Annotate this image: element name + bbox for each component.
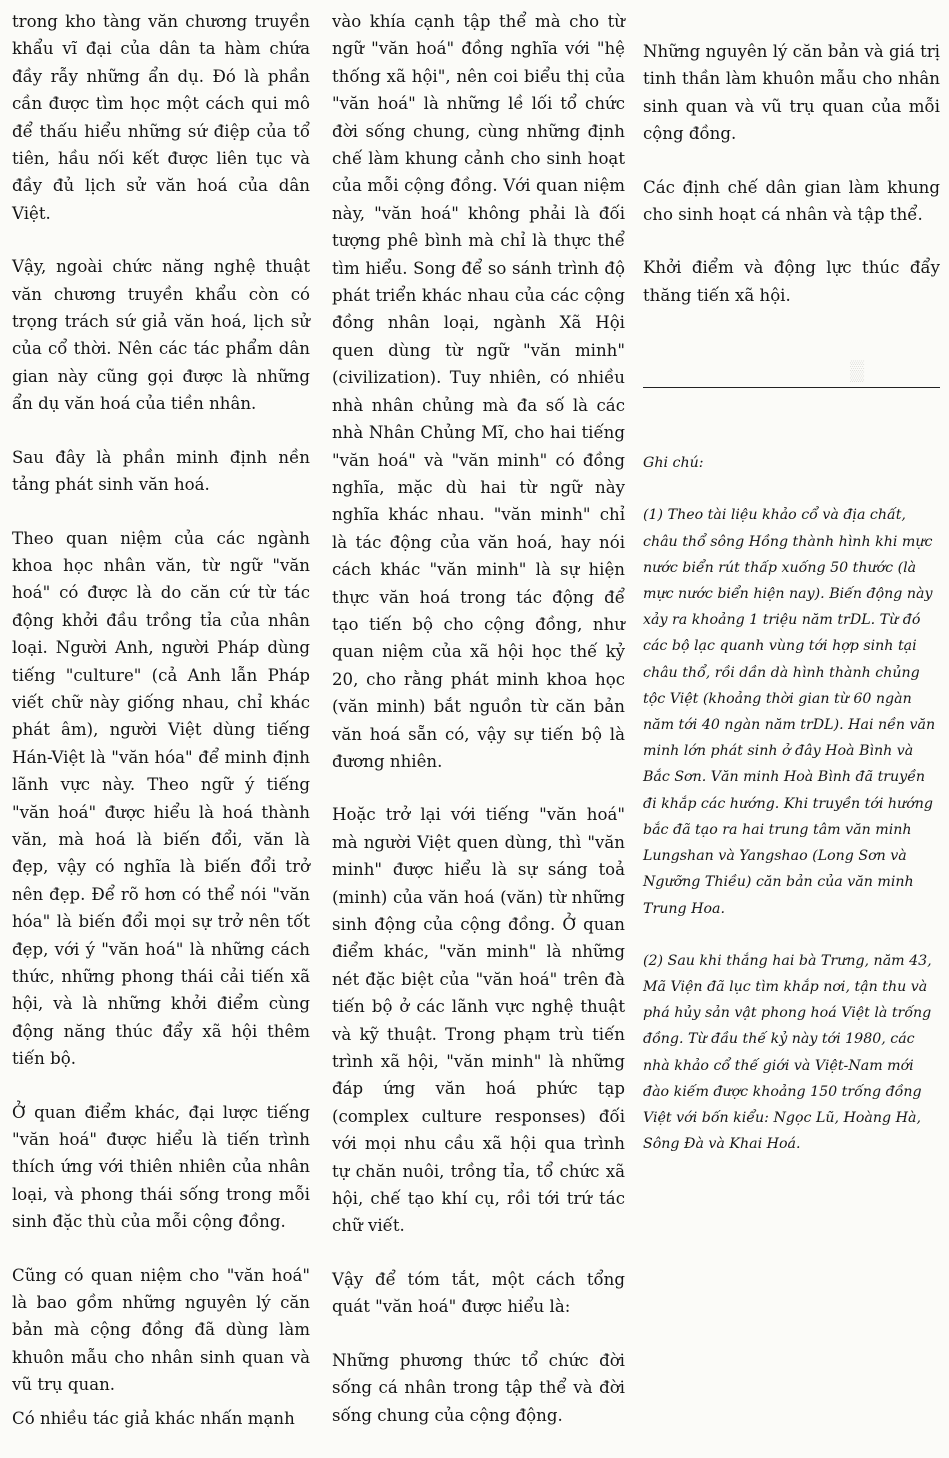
bleed-through-text: ▒: [850, 360, 866, 382]
paragraph: Những phương thức tổ chức đời sống cá nhân trong tập thể và đời sống chung của cộng động.: [332, 1350, 625, 1425]
paragraph: Có nhiều tác giả khác nhấn mạnh: [12, 1408, 295, 1428]
paragraph: Cũng có quan niệm cho "văn hoá" là bao gồm những nguyên lý căn bản mà cộng đồng đã dùng làm khuôn mẫu cho nhân sinh quan và vũ trụ quan.: [12, 1265, 310, 1395]
paragraph: Sau đây là phần minh định nền tảng phát sinh văn hoá.: [12, 447, 310, 495]
footnotes-heading: Ghi chú:: [643, 455, 704, 472]
footnote-item: (1) Theo tài liệu khảo cổ và địa chất, châu thổ sông Hồng thành hình khi mực nước biển rút thấp xuống 50 thước (là mực nước biển hiện nay). Biến động này xảy ra khoảng 1 triệu năm trDL. Từ đó các bộ lạc quanh vùng tới hợp sinh tại châu thổ, rồi dần dà hình thành chủng tộc Việt (khoảng thời gian từ 60 ngàn năm tới 40 ngàn năm trDL). Hai nền văn minh lớn phát sinh ở đây Hoà Bình và Bắc Sơn. Văn minh Hoà Bình đã truyền đi khắp các hướng. Khi truyền tới hướng bắc đã tạo ra hai trung tâm văn minh Lungshan và Yangshao (Long Sơn và Ngưỡng Thiều) căn bản của văn minh Trung Hoa.: [643, 507, 936, 917]
footnote-divider: [643, 387, 940, 388]
footnotes: [643, 450, 940, 1157]
text-column-1: [12, 8, 310, 1458]
paragraph: trong kho tàng văn chương truyền khẩu vĩ đại của dân ta hàm chứa đầy rẫy những ẩn dụ. Đó là phần cần được tìm học một cách qui mô để thấu hiểu những sứ điệp của tổ tiên, hầu nối kết được liên tục và đầy đủ lịch sử văn hoá của dân Việt.: [12, 12, 310, 223]
paragraph: Theo quan niệm của các ngành khoa học nhân văn, từ ngữ "văn hoá" có được là do căn cứ từ tác động khởi đầu trồng tỉa của nhân loại. Người Anh, người Pháp dùng tiếng "culture" (cả Anh lẫn Pháp viết chữ này giống nhau, chỉ khác phát âm), người Việt dùng tiếng Hán-Việt là "văn hóa" để minh định lãnh vực này. Theo ngữ ý tiếng "văn hoá" được hiểu là hoá thành văn, mà hoá là biến đổi, văn là đẹp, vậy có nghĩa là biến đổi trở nên đẹp. Để rõ hơn có thể nói "văn hóa" là biến đổi mọi sự trở nên tốt đẹp, với ý "văn hoá" là những cách thức, những phong thái cải tiến xã hội, và là những khởi điểm cùng động năng thúc đẩy xã hội thêm tiến bộ.: [12, 528, 310, 1069]
paragraph: Vậy, ngoài chức năng nghệ thuật văn chương truyền khẩu còn có trọng trách sứ giả văn hoá, lịch sử của cổ thời. Nên các tác phẩm dân gian này cũng gọi được là những ẩn dụ văn hoá của tiền nhân.: [12, 257, 310, 414]
paragraph: vào khía cạnh tập thể mà cho từ ngữ "văn hoá" đồng nghĩa với "hệ thống xã hội", nên coi biểu thị của "văn hoá" là những lề lối tổ chức đời sống chung, cùng những định chế làm khung cảnh cho sinh hoạt của mỗi cộng đồng. Với quan niệm này, "văn hoá" không phải là đối tượng phê bình mà chỉ là thực thể tìm hiểu. Song để so sánh trình độ phát triển khác nhau của các cộng đồng nhân loại, ngành Xã Hội quen dùng từ ngữ "văn minh" (civilization). Tuy nhiên, có nhiều nhà nhân chủng mà đa số là các nhà Nhân Chủng Mĩ, cho hai tiếng "văn hoá" và "văn minh" có đồng nghĩa, mặc dù hai từ ngữ này nghĩa khác nhau. "văn minh" chỉ là tác động của văn hoá, hay nói cách khác "văn minh" là sự hiện thực văn hoá trong tác động để tạo tiến bộ cho cộng đồng, như quan niệm của xã hội học thế kỷ 20, cho rằng phát minh khoa học (văn minh) bắt nguồn từ căn bản văn hoá sẵn có, vậy sự tiến bộ là đương nhiên.: [332, 12, 625, 771]
paragraph: Hoặc trở lại với tiếng "văn hoá" mà người Việt quen dùng, thì "văn minh" được hiểu là sự sáng toả (minh) của văn hoá (văn) từ những sinh động của cộng đồng. Ở quan điểm khác, "văn minh" là những nét đặc biệt của "văn hoá" trên đà tiến bộ ở các lãnh vực nghệ thuật và kỹ thuật. Trong phạm trù tiến trình xã hội, "văn minh" là những đáp ứng văn hoá phức tạp (complex culture responses) đối với mọi nhu cầu xã hội qua trình tự chăn nuôi, trồng tỉa, tổ chức xã hội, chế tạo khí cụ, rồi tới trứ tác chữ viết.: [332, 805, 625, 1236]
paragraph: Ở quan điểm khác, đại lược tiếng "văn hoá" được hiểu là tiến trình thích ứng với thiên nhiên của nhân loại, và phong thái sống trong mỗi sinh đặc thù của mỗi cộng đồng.: [12, 1102, 310, 1232]
paragraph: Vậy để tóm tắt, một cách tổng quát "văn hoá" được hiểu là:: [332, 1269, 625, 1317]
footnote-item: (2) Sau khi thắng hai bà Trưng, năm 43, Mã Viện đã lục tìm khắp nơi, tận thu và phá hủy sản vật phong hoá Việt là trống đồng. Từ đầu thế kỷ này tới 1980, các nhà khảo cổ thế giới và Việt-Nam mới đào kiếm được khoảng 150 trống đồng Việt với bốn kiểu: Ngọc Lũ, Hoàng Hà, Sông Đà và Khai Hoá.: [643, 952, 932, 1153]
paragraph: Khởi điểm và động lực thúc đẩy thăng tiến xã hội.: [643, 258, 940, 305]
text-column-3: [643, 38, 940, 1183]
paragraph: Các định chế dân gian làm khung cho sinh hoạt cá nhân và tập thể.: [643, 177, 940, 225]
paragraph: Những nguyên lý căn bản và giá trị tinh thần làm khuôn mẫu cho nhân sinh quan và vũ trụ quan của mỗi cộng đồng.: [643, 42, 940, 144]
text-column-2: [332, 8, 625, 1455]
